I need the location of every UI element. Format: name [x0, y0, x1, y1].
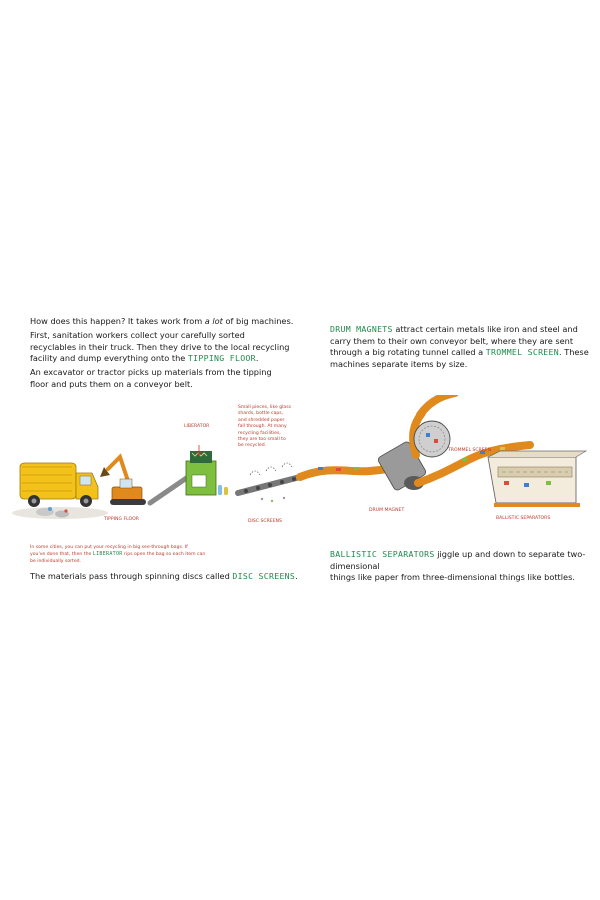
period: .: [295, 571, 298, 581]
label-liberator: LIBERATOR: [184, 424, 210, 429]
label-disc-screens: DISC SCREENS: [248, 519, 282, 524]
paragraph-line: things like paper from three-dimensional things like bottles.: [330, 572, 575, 582]
paragraph-text: attract certain metals like iron and steel and: [392, 324, 578, 334]
label-drum-magnet: DRUM MAGNET: [369, 508, 405, 513]
keyword-trommel-screen: TROMMEL SCREEN: [485, 347, 559, 357]
garbage-truck-icon: [20, 463, 98, 507]
paragraph-line: [330, 549, 600, 572]
note-line: Small pieces, like glass: [238, 405, 292, 410]
paragraph-line: recyclables in their truck. Then they drive to the local recycling: [30, 341, 290, 352]
keyword-disc-screens: DISC SCREENS: [232, 571, 296, 581]
note-line: be individually sorted.: [30, 558, 82, 564]
bottles: [218, 485, 228, 495]
paragraph-text: facility and dump everything onto the: [30, 353, 188, 363]
label-tipping-floor: TIPPING FLOOR: [104, 517, 139, 522]
feed-conveyor: [150, 477, 188, 503]
excavator-icon: [100, 457, 146, 505]
paragraph-line: First, sanitation workers collect your carefully sorted: [30, 330, 245, 340]
keyword-drum-magnets: DRUM MAGNETS: [330, 324, 393, 334]
note-line: recycling facilities,: [238, 430, 281, 436]
note-line: they are too small to: [238, 437, 286, 443]
liberator-note: [30, 545, 290, 565]
paragraph-text: through a big rotating tunnel called a: [330, 347, 486, 357]
paragraph-line: An excavator or tractor picks up materials from the tipping: [30, 367, 272, 377]
paragraph-line: carry them to their own conveyor belt, where they are sent: [330, 335, 574, 346]
note-line: In some cities, you can put your recycling in big see-through bags. If: [30, 545, 188, 550]
paragraph-line: floor and puts them on a conveyor belt.: [30, 378, 193, 389]
liberator-machine-icon: [186, 451, 216, 495]
period: .: [255, 353, 259, 363]
glass-note: [238, 405, 310, 450]
note-line: shards, bottle caps,: [238, 411, 284, 417]
paragraph-line: [30, 353, 310, 365]
label-trommel-screen: TROMMEL SCREEN: [448, 448, 492, 453]
keyword-liberator: LIBERATOR: [92, 551, 123, 558]
excavator-paragraph: [30, 367, 310, 390]
paragraph-text: . These: [559, 347, 589, 357]
paragraph-line: [330, 324, 600, 336]
paragraph-line: machines separate items by size.: [330, 358, 468, 369]
disc-screens-paragraph: [30, 571, 310, 583]
intro-text-end: of big machines.: [222, 316, 294, 326]
ballistic-separator-icon: [488, 451, 586, 505]
tipping-floor-paragraph: [30, 330, 310, 365]
keyword-ballistic-separators: BALLISTIC SEPARATORS: [330, 549, 435, 559]
note-line: [30, 551, 290, 558]
intro-text: How does this happen? It takes work from: [30, 316, 205, 326]
keyword-tipping-floor: TIPPING FLOOR: [187, 353, 256, 363]
ballistic-paragraph: [330, 549, 600, 584]
intro-paragraph: [30, 316, 300, 328]
note-text: rips open the bag so each item can: [122, 552, 206, 558]
paragraph-text: The materials pass through spinning discs called: [30, 571, 233, 581]
disc-screens-icon: [238, 463, 300, 502]
intro-emphasis: a lot: [204, 316, 223, 326]
note-line: fall through. At many: [238, 424, 287, 430]
note-text: you've done that, then the: [30, 552, 93, 558]
paragraph-line: [330, 347, 600, 359]
paragraph-text: jiggle up and down to separate two-dimensional: [330, 549, 586, 571]
drum-magnet-paragraph: [330, 324, 600, 370]
note-line: and shredded paper: [238, 417, 285, 423]
note-line: be recycled.: [238, 443, 267, 449]
label-ballistic-separators: BALLISTIC SEPARATORS: [496, 516, 551, 521]
trommel-screen-icon: [414, 421, 450, 457]
